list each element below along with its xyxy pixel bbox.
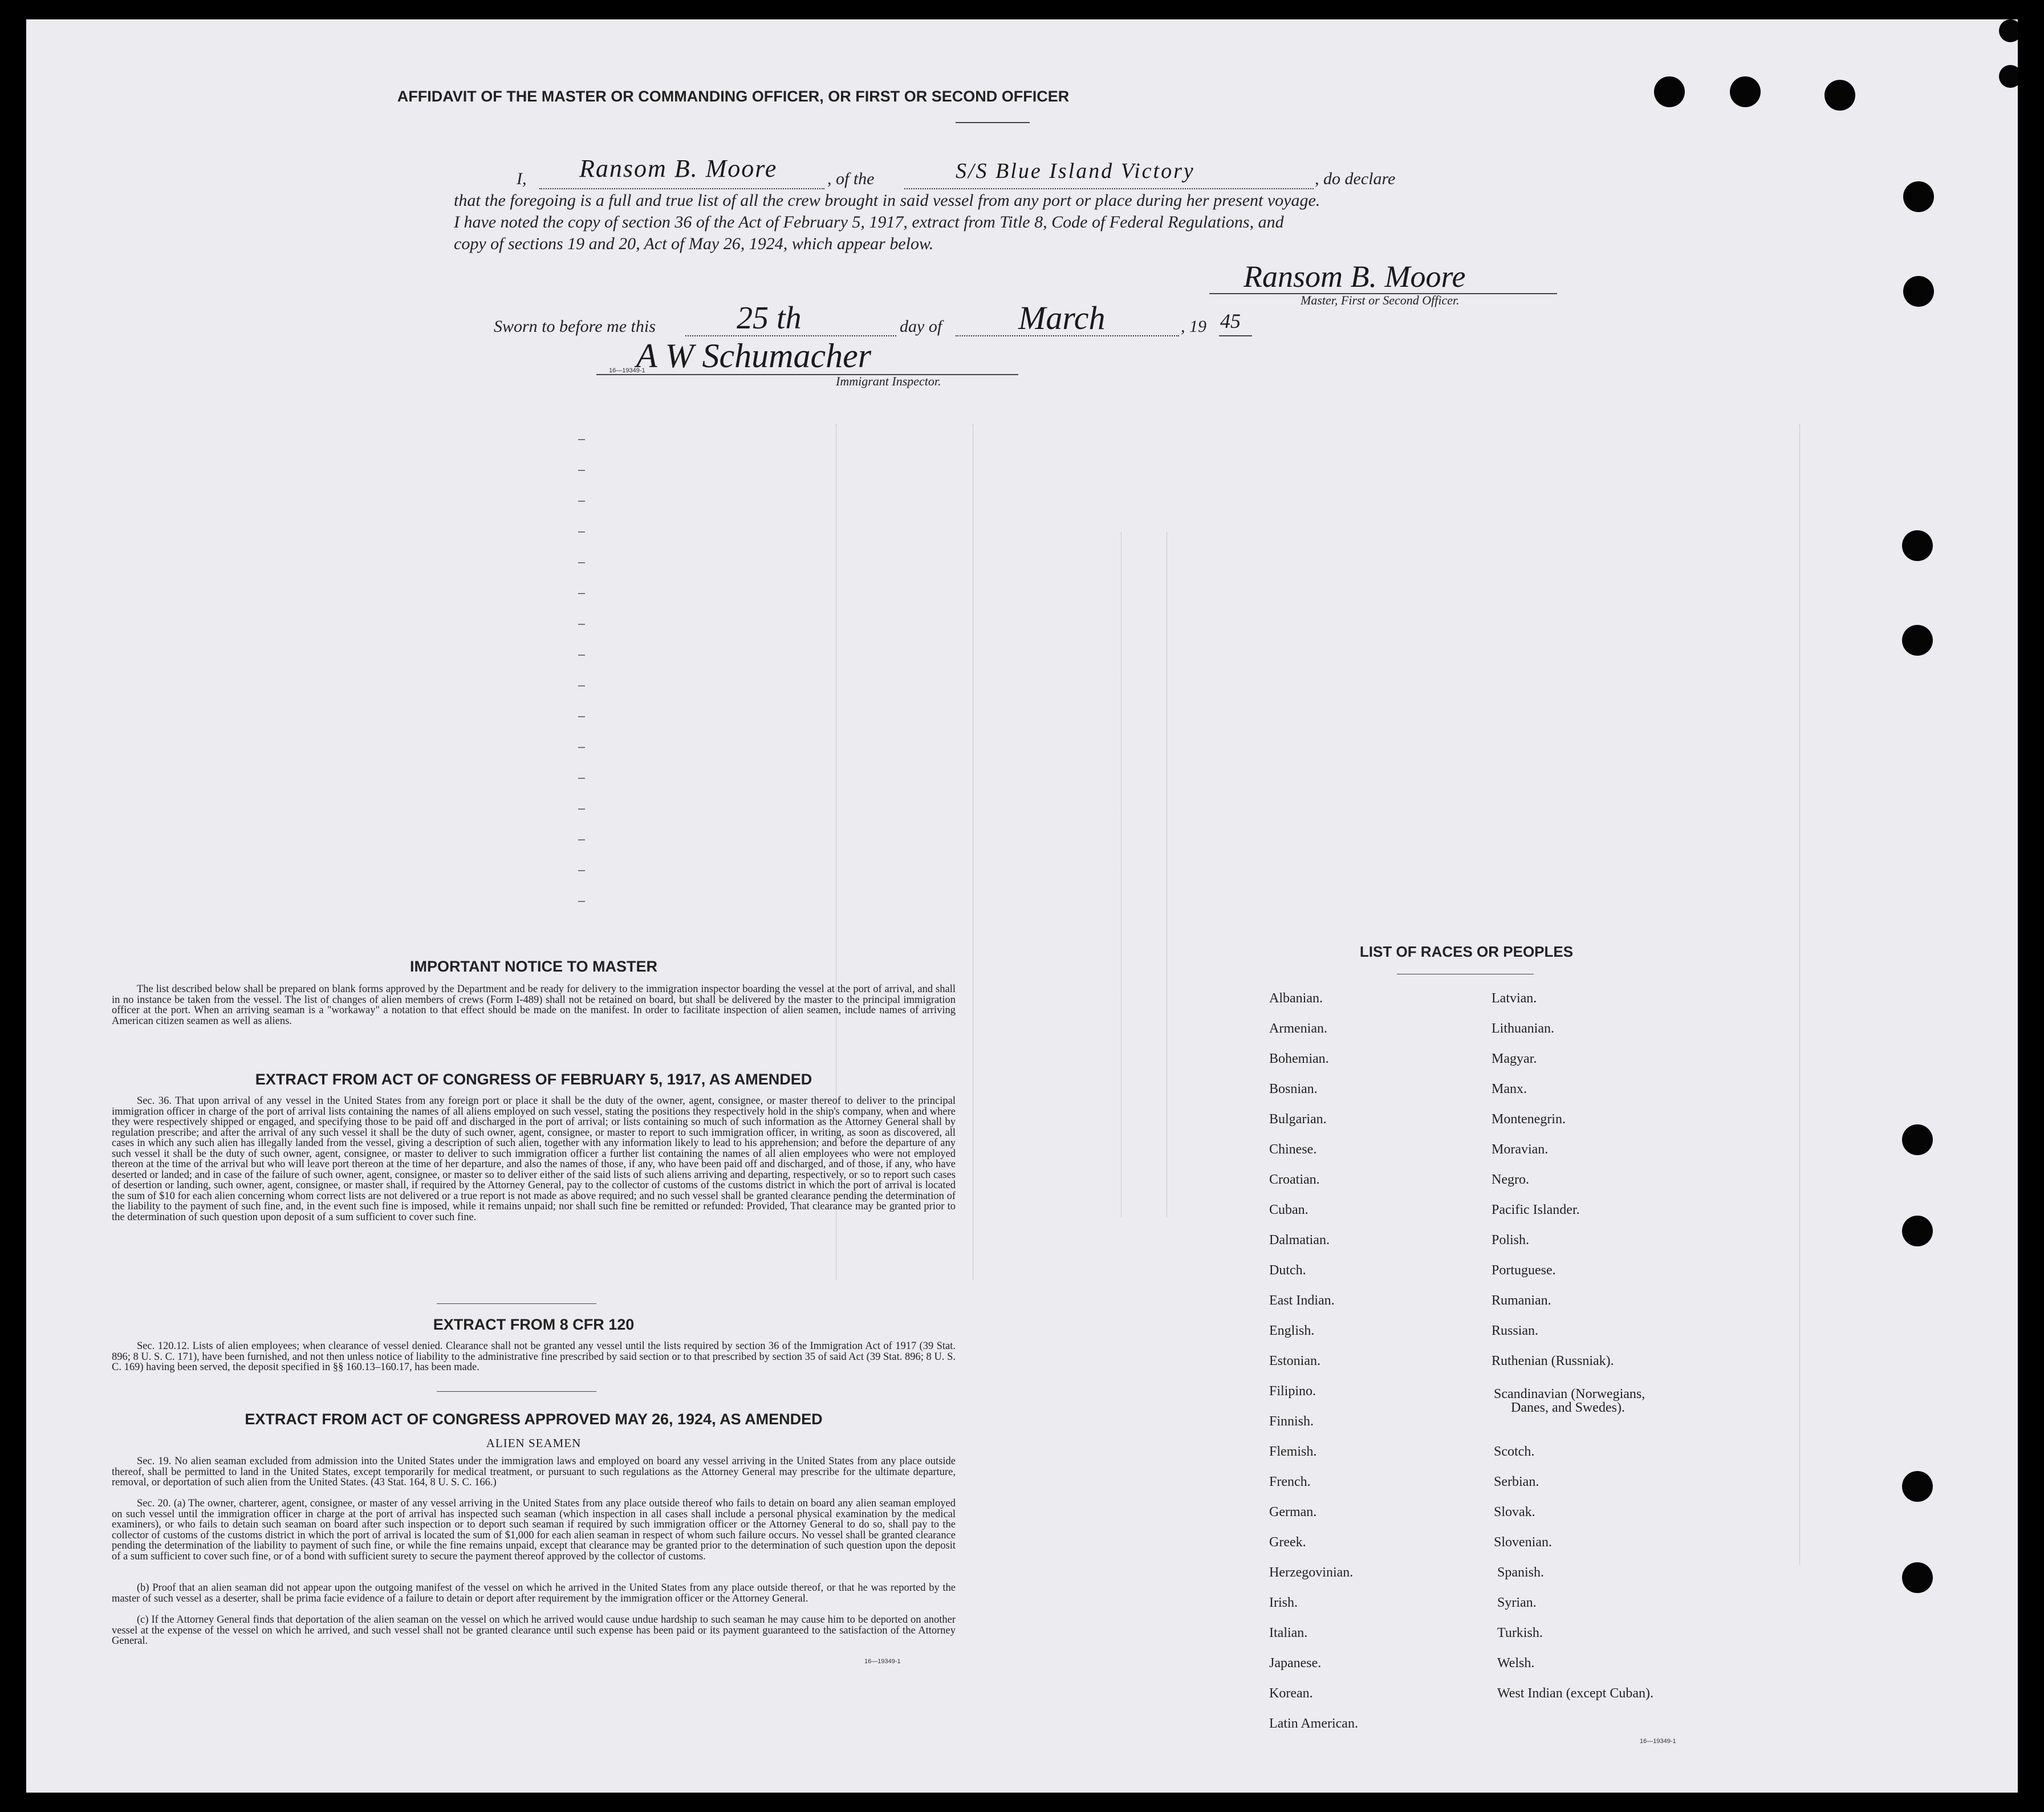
extract3-sec20c: (c) If the Attorney General finds that deportation of the alien seaman on the vessel on which he arrived would cause undue hardship to such seaman he may cause him to be deported on another vessel at the expense of the vessel on which he arrived, and such vessel shall not be granted clearance until such expense has been paid or its payment guaranteed to the satisfaction of the Attorney General. xyxy=(112,1614,956,1647)
year-value: 45 xyxy=(1220,310,1241,332)
row-tick xyxy=(578,747,585,748)
race-left: Dalmatian. xyxy=(1269,1233,1330,1248)
row-tick xyxy=(578,562,585,563)
month-blank xyxy=(956,299,1179,336)
form-number-top: 16—19349-1 xyxy=(609,367,645,374)
row-tick xyxy=(578,501,585,502)
race-right: Manx. xyxy=(1492,1082,1527,1096)
extract2-rule xyxy=(437,1391,596,1392)
form-number-bottom-left: 16—19349-1 xyxy=(864,1658,901,1665)
race-right: Scotch. xyxy=(1494,1444,1535,1459)
column-line xyxy=(1799,424,1800,1565)
notice-text: The list described below shall be prepared on blank forms approved by the Department and be ready for delivery to the immigration inspector boarding the vessel at the port of arrival, and shall in no instance be taken from the vessel. The list of changes of alien members of crews (Form I-489) shall not be retained on board, but shall be delivered by the master to the principal immigration officer at the port. When an arriving seaman is a "workaway" a notation to that effect should be made on the manifest. In order to facilitate inspection of alien seamen, include names of arriving American citizen seamen as well as aliens. xyxy=(112,984,956,1027)
extract1-rule xyxy=(437,1303,596,1304)
race-left: Korean. xyxy=(1269,1686,1313,1701)
extract3-subheading: ALIEN SEAMEN xyxy=(486,1436,582,1450)
race-right: Portuguese. xyxy=(1492,1263,1556,1278)
month-value: March xyxy=(1018,299,1106,336)
extract2-text: Sec. 120.12. Lists of alien employees; when clearance of vessel denied. Clearance shall not be granted any vessel until the lists required by section 36 of the Immigration Act of 1917 (39 Stat. 896; 8 U. S. C. 171), have been furnished, and not then unless notice of liability to the administrative fine prescribed by said section or to that prescribed by section 35 of said Act (39 Stat. 896; 8 U. S. C. 169) having been served, the deposit specified in §§ 160.13–160.17, has been made. xyxy=(112,1340,956,1373)
vessel-blank xyxy=(904,159,1314,189)
punch-hole xyxy=(1999,19,2018,42)
title-rule xyxy=(956,122,1030,123)
race-right: Spanish. xyxy=(1497,1565,1545,1580)
row-tick xyxy=(578,439,585,440)
punch-hole xyxy=(1903,276,1934,307)
row-tick xyxy=(578,778,585,779)
race-left: Italian. xyxy=(1269,1626,1308,1640)
punch-hole xyxy=(1730,76,1761,107)
race-left: Finnish. xyxy=(1269,1414,1314,1429)
declaration-do-declare: , do declare xyxy=(1315,169,1396,188)
vessel-name: S/S Blue Island Victory xyxy=(956,159,1195,183)
race-left: Estonian. xyxy=(1269,1354,1320,1368)
extract3-sec20a: Sec. 20. (a) The owner, charterer, agent, consignee, or master of any vessel arriving in the United States from any place outside thereof who fails to detain on board any alien seaman employed on such vessel until the immigration officer in charge at the port of arrival has inspected such seaman (which inspection in all cases shall include a personal physical examination by the medical examiners), or who fails to detain such seaman on board after such inspection or to deport such seaman if required by such immigration officer or the Attorney General to do so, shall pay to the collector of customs of the customs district in which the port of arrival is located the sum of $1,000 for each alien seaman in respect of whom such failure occurs. No vessel shall be granted clearance pending the determination of the liability to payment of such fine, or while the fine remains unpaid, except that clearance may be granted prior to the determination of such question upon the deposit of a sum sufficient to cover such fine, or of a bond with sufficient surety to secure the payment thereof approved by the collector of customs. xyxy=(112,1498,956,1562)
row-tick xyxy=(578,716,585,717)
declaration-line-1 xyxy=(454,155,1549,190)
punch-hole xyxy=(1999,65,2018,88)
race-left: Bosnian. xyxy=(1269,1082,1318,1096)
race-right: Turkish. xyxy=(1497,1626,1543,1640)
race-right: Welsh. xyxy=(1497,1656,1535,1671)
inspector-caption: Immigrant Inspector. xyxy=(836,374,941,388)
row-tick xyxy=(578,624,585,625)
row-tick xyxy=(578,655,585,656)
race-right: Montenegrin. xyxy=(1492,1112,1566,1127)
row-tick xyxy=(578,870,585,871)
row-tick xyxy=(578,470,585,471)
master-name: Ransom B. Moore xyxy=(579,155,778,182)
race-left: Croatian. xyxy=(1269,1172,1320,1187)
row-tick xyxy=(578,685,585,686)
race-left: English. xyxy=(1269,1323,1315,1338)
race-left: Irish. xyxy=(1269,1595,1298,1610)
race-left: East Indian. xyxy=(1269,1293,1335,1308)
extract3-sec20b: (b) Proof that an alien seaman did not appear upon the outgoing manifest of the vessel on which he arrived in the United States from any place outside thereof, or that he was reported by the master of such vessel as a deserter, shall be prima facie evidence of a failure to detain or deport after requirement by the immigration officer or the Attorney General. xyxy=(112,1582,956,1604)
punch-hole xyxy=(1902,1562,1933,1593)
race-right: Serbian. xyxy=(1494,1474,1539,1489)
extract3-heading: EXTRACT FROM ACT OF CONGRESS APPROVED MAY 26, 1924, AS AMENDED xyxy=(245,1411,823,1428)
notice-heading: IMPORTANT NOTICE TO MASTER xyxy=(410,958,657,975)
punch-hole xyxy=(1902,625,1933,656)
master-signature: Ransom B. Moore xyxy=(1244,259,1466,294)
race-right: Polish. xyxy=(1492,1233,1530,1248)
master-name-blank xyxy=(539,155,824,189)
race-right: Scandinavian (Norwegians, xyxy=(1494,1387,1645,1401)
affidavit-title: AFFIDAVIT OF THE MASTER OR COMMANDING OFFICER, OR FIRST OR SECOND OFFICER xyxy=(397,88,1070,105)
document-page xyxy=(26,19,2018,1793)
race-right: Moravian. xyxy=(1492,1142,1549,1157)
punch-hole xyxy=(1902,1471,1933,1502)
race-right: Russian. xyxy=(1492,1323,1539,1338)
row-tick xyxy=(578,809,585,810)
year-blank xyxy=(1219,311,1252,336)
race-left: German. xyxy=(1269,1505,1317,1520)
race-right-continuation: Danes, and Swedes). xyxy=(1511,1400,1625,1415)
race-right: Latvian. xyxy=(1492,991,1537,1006)
form-number-bottom-right: 16—19349-1 xyxy=(1640,1738,1676,1745)
races-heading: LIST OF RACES OR PEOPLES xyxy=(1359,943,1574,960)
race-left: Greek. xyxy=(1269,1535,1306,1550)
punch-hole xyxy=(1902,1216,1933,1246)
inspector-signature: A W Schumacher xyxy=(636,337,872,375)
punch-hole xyxy=(1654,76,1685,107)
punch-hole xyxy=(1902,530,1933,561)
race-right: Syrian. xyxy=(1497,1595,1537,1610)
extract3-sec19: Sec. 19. No alien seaman excluded from admission into the United States under the immigration laws and employed on board any vessel arriving in the United States from any place outside thereof, shall be permitted to land in the United States, except temporarily for medical treatment, or pursuant to such regulations as the Attorney General may prescribe for the ultimate departure, removal, or deportation of such alien from the United States. (43 Stat. 164, 8 U. S. C. 166.) xyxy=(112,1456,956,1488)
row-tick xyxy=(578,531,585,533)
day-blank xyxy=(685,300,896,336)
extract2-heading: EXTRACT FROM 8 CFR 120 xyxy=(433,1316,635,1333)
race-left: Armenian. xyxy=(1269,1021,1327,1036)
race-left: Japanese. xyxy=(1269,1656,1322,1671)
race-left: Dutch. xyxy=(1269,1263,1306,1278)
race-left: Filipino. xyxy=(1269,1384,1316,1399)
race-left: Flemish. xyxy=(1269,1444,1317,1459)
extract1-text: Sec. 36. That upon arrival of any vessel in the United States from any foreign port or place it shall be the duty of the owner, agent, consignee, or master thereof to deliver to the principal immigration officer in charge of the port of arrival lists containing the names of all aliens employed on such vessel, stating the positions they respectively hold in the ship's company, when and where they were respectively shipped or engaged, and specifying those to be paid off and discharged in the port of arrival; or lists containing so much of such information as the Attorney General shall by regulation prescribe; and after the arrival of any such vessel it shall be the duty of such owner, agent, consignee, or master to report to such immigration officer, in writing, as soon as discovered, all cases in which any such alien has illegally landed from the vessel, giving a description of such alien, together with any information likely to lead to his apprehension; and before the departure of any such vessel it shall be the duty of such owner, agent, consignee, or master to deliver to such immigration officer a further list containing the names of all alien employees who were not employed thereon at the time of the arrival but who will leave port thereon at the time of her departure, and also the names of those, if any, who have been paid off and discharged, and of those, if any, who have deserted or landed; and in case of the failure of such owner, agent, consignee, or master so to deliver either of the said lists of such aliens arriving and departing, respectively, or so to report such cases of desertion or landing, such owner, agent, consignee, or master shall, if required by the Attorney General, pay to the collector of customs of the customs district in which the port of arrival is located the sum of $10 for each alien concerning whom correct lists are not delivered or a true report is not made as above required; and no such vessel shall be granted clearance pending the determination of the liability to the payment of such fine, and, in the event such fine is imposed, while it remains unpaid; nor shall such fine be remitted or refunded: Provided, That clearance may be granted prior to the determination of such question upon deposit of a sum sufficient to cover such fine. xyxy=(112,1095,956,1223)
sworn-line xyxy=(494,299,1349,340)
declaration-line-2: that the foregoing is a full and true list of all the crew brought in said vessel from any port or place during her present voyage. xyxy=(454,191,1320,210)
punch-hole xyxy=(1903,181,1934,212)
race-right: West Indian (except Cuban). xyxy=(1497,1686,1653,1701)
race-left: Cuban. xyxy=(1269,1202,1309,1217)
declaration-line-3: I have noted the copy of section 36 of the Act of February 5, 1917, extract from Title 8, Code of Federal Regulations, and xyxy=(454,213,1284,231)
race-left: French. xyxy=(1269,1474,1311,1489)
race-left: Bohemian. xyxy=(1269,1051,1329,1066)
extract1-heading: EXTRACT FROM ACT OF CONGRESS OF FEBRUARY 5, 1917, AS AMENDED xyxy=(255,1071,812,1088)
declaration-i: I, xyxy=(517,169,527,188)
race-left: Albanian. xyxy=(1269,991,1323,1006)
race-left: Chinese. xyxy=(1269,1142,1317,1157)
inspector-signature-line xyxy=(596,337,1018,375)
race-left: Herzegovinian. xyxy=(1269,1565,1354,1580)
race-left: Latin American. xyxy=(1269,1716,1358,1731)
master-signature-line xyxy=(1209,259,1557,294)
declaration-line-4: copy of sections 19 and 20, Act of May 26, 1924, which appear below. xyxy=(454,234,934,253)
race-right: Negro. xyxy=(1492,1172,1529,1187)
race-right: Lithuanian. xyxy=(1492,1021,1554,1036)
declaration-of-the: , of the xyxy=(827,169,875,188)
row-tick xyxy=(578,839,585,840)
race-right: Slovenian. xyxy=(1494,1535,1552,1550)
master-signature-caption: Master, First or Second Officer. xyxy=(1301,293,1460,307)
year-prefix: , 19 xyxy=(1181,317,1206,336)
race-left: Bulgarian. xyxy=(1269,1112,1327,1127)
day-of-text: day of xyxy=(900,317,942,336)
race-right: Slovak. xyxy=(1494,1505,1535,1520)
day-value: 25 th xyxy=(737,300,802,336)
race-right: Magyar. xyxy=(1492,1051,1537,1066)
sworn-text: Sworn to before me this xyxy=(494,317,656,336)
race-right: Pacific Islander. xyxy=(1492,1202,1580,1217)
row-tick xyxy=(578,901,585,902)
row-tick xyxy=(578,593,585,594)
punch-hole xyxy=(1902,1124,1933,1155)
race-right: Ruthenian (Russniak). xyxy=(1492,1354,1614,1368)
punch-hole xyxy=(1824,80,1855,111)
race-right: Rumanian. xyxy=(1492,1293,1551,1308)
